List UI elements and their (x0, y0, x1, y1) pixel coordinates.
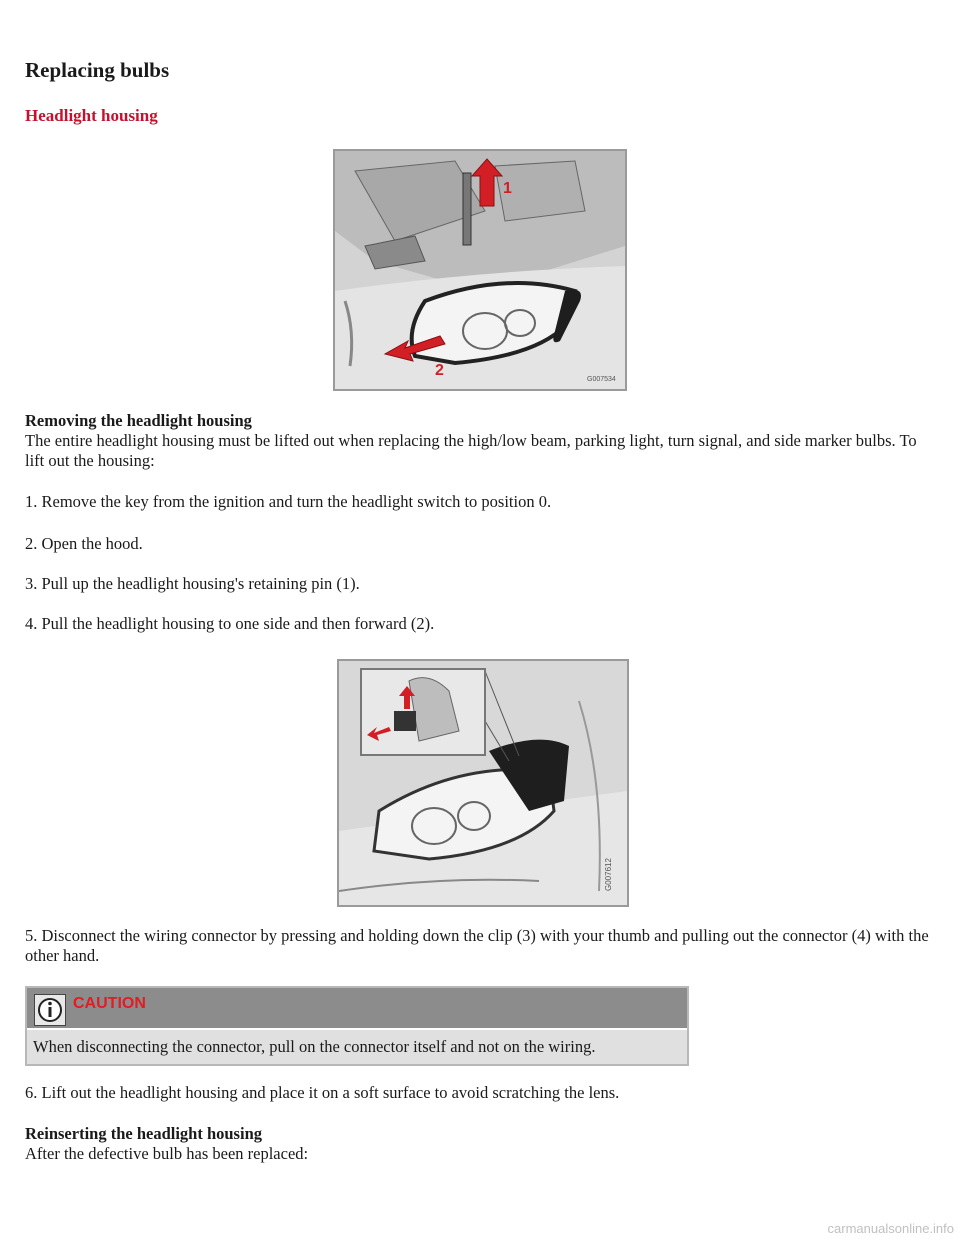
section-heading: Headlight housing (25, 106, 158, 125)
reinserting-text: After the defective bulb has been replaced: (25, 1144, 309, 1163)
reinserting-heading: Reinserting the headlight housing (25, 1124, 262, 1143)
info-icon (34, 994, 66, 1026)
watermark: carmanualsonline.info (827, 1221, 954, 1236)
figure-headlight-removal (333, 149, 627, 391)
step-5: 5. Disconnect the wiring connector by pressing and holding down the clip (3) with your thumb and pulling out the connector (4) with the other hand. (25, 926, 929, 965)
removing-heading: Removing the headlight housing (25, 411, 252, 430)
wiring-connector-illustration (339, 661, 627, 905)
caution-title: CAUTION (73, 995, 146, 1012)
figure2-code: G007612 (604, 858, 613, 891)
callout-2: 2 (435, 362, 444, 379)
removing-intro: The entire headlight housing must be lifted out when replacing the high/low beam, parking light, turn signal, and side marker bulbs. To lift out the housing: (25, 431, 917, 470)
step-3: 3. Pull up the headlight housing's retaining pin (1). (25, 574, 360, 593)
figure-code: G007534 (587, 376, 616, 383)
step-2: 2. Open the hood. (25, 534, 143, 553)
caution-text: When disconnecting the connector, pull on the connector itself and not on the wiring. (27, 1028, 687, 1064)
step-6: 6. Lift out the headlight housing and place it on a soft surface to avoid scratching the lens. (25, 1083, 620, 1102)
page-title: Replacing bulbs (25, 58, 170, 82)
headlight-removal-illustration (335, 151, 625, 389)
step-1: 1. Remove the key from the ignition and turn the headlight switch to position 0. (25, 492, 552, 511)
caution-box (25, 986, 689, 1066)
caution-header (27, 988, 687, 1028)
callout-1: 1 (503, 180, 512, 197)
step-4: 4. Pull the headlight housing to one side and then forward (2). (25, 614, 435, 633)
figure-wiring-connector (337, 659, 629, 907)
